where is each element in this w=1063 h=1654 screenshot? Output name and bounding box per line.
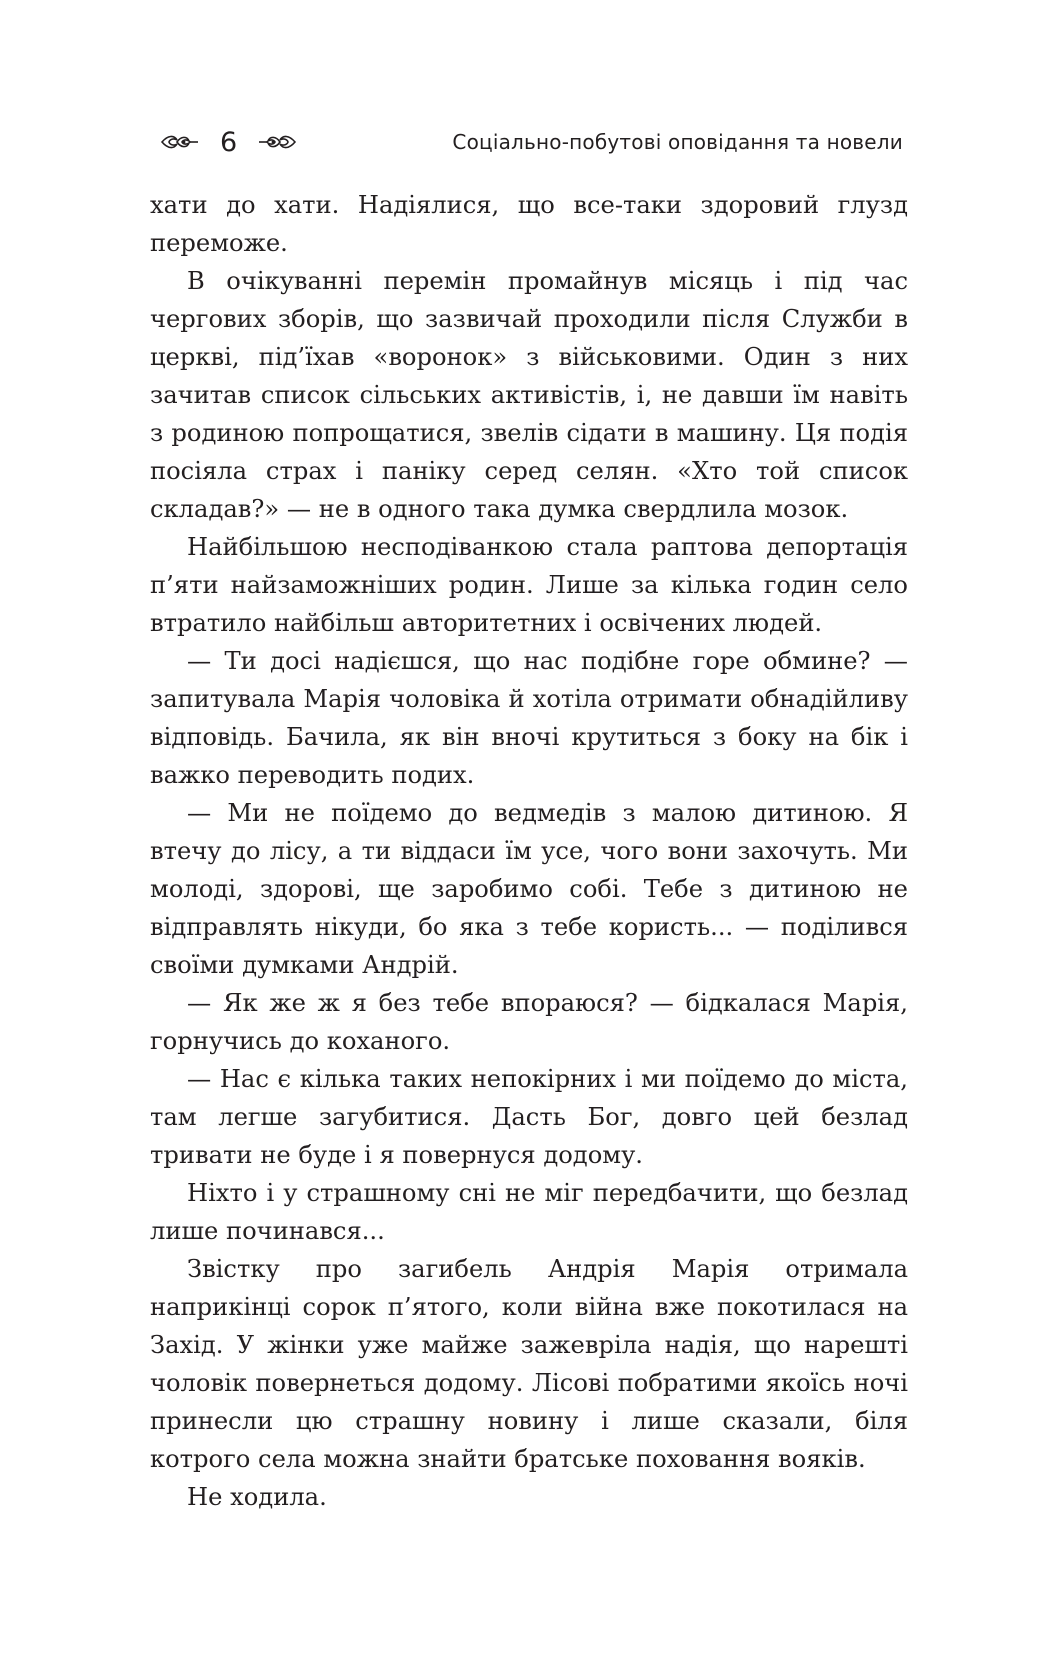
- page-number: 6: [220, 126, 238, 158]
- body-text: [150, 186, 908, 1516]
- page-header: [160, 122, 903, 162]
- paragraph: — Ми не поїдемо до ведмедів з малою дитиною. Я втечу до лісу, а ти віддаси їм усе, чого вони захочуть. Ми молоді, здорові, ще заробимо собі. Тебе з дитиною не відправлять нікуди, бо яка з тебе користь... — поділився своїми думками Андрій.: [150, 799, 908, 979]
- running-title: Соціально-побутові оповідання та новели: [452, 130, 903, 154]
- paragraph: — Як же ж я без тебе впораюся? — бідкалася Марія, горнучись до коханого.: [150, 989, 908, 1055]
- paragraph: Звістку про загибель Андрія Марія отримала наприкінці сорок п’ятого, коли війна вже покотилася на Захід. У жінки уже майже зажевріла надія, що нарешті чоловік повернеться додому. Лісові побратими якоїсь ночі принесли цю страшну новину і лише сказали, біля котрого села можна знайти братське поховання вояків.: [150, 1255, 908, 1473]
- fleuron-right-icon: [257, 132, 297, 152]
- paragraph: — Нас є кілька таких непокірних і ми поїдемо до міста, там легше загубитися. Дасть Бог, довго цей безлад тривати не буде і я повернуся додому.: [150, 1065, 908, 1169]
- paragraph: хати до хати. Надіялися, що все-таки здоровий глузд переможе.: [150, 191, 908, 257]
- paragraph: Ніхто і у страшному сні не міг передбачити, що безлад лише починався...: [150, 1179, 908, 1245]
- fleuron-left-icon: [160, 132, 200, 152]
- paragraph: В очікуванні перемін промайнув місяць і під час чергових зборів, що зазвичай проходили після Служби в церкві, під’їхав «воронок» з військовими. Один з них зачитав список сільських активістів, і, не давши їм навіть з родиною попрощатися, звелів сідати в машину. Ця подія посіяла страх і паніку серед селян. «Хто той список складав?» — не в одного така думка свердлила мозок.: [150, 267, 908, 523]
- paragraph: Найбільшою несподіванкою стала раптова депортація п’яти найзаможніших родин. Лише за кілька годин село втратило найбільш авторитетних і освічених людей.: [150, 533, 908, 637]
- paragraph: Не ходила.: [187, 1483, 327, 1511]
- folio: [160, 126, 297, 158]
- paragraph: — Ти досі надієшся, що нас подібне горе обмине? — запитувала Марія чоловіка й хотіла отримати обнадійливу відповідь. Бачила, як він вночі крутиться з боку на бік і важко переводить подих.: [150, 647, 908, 789]
